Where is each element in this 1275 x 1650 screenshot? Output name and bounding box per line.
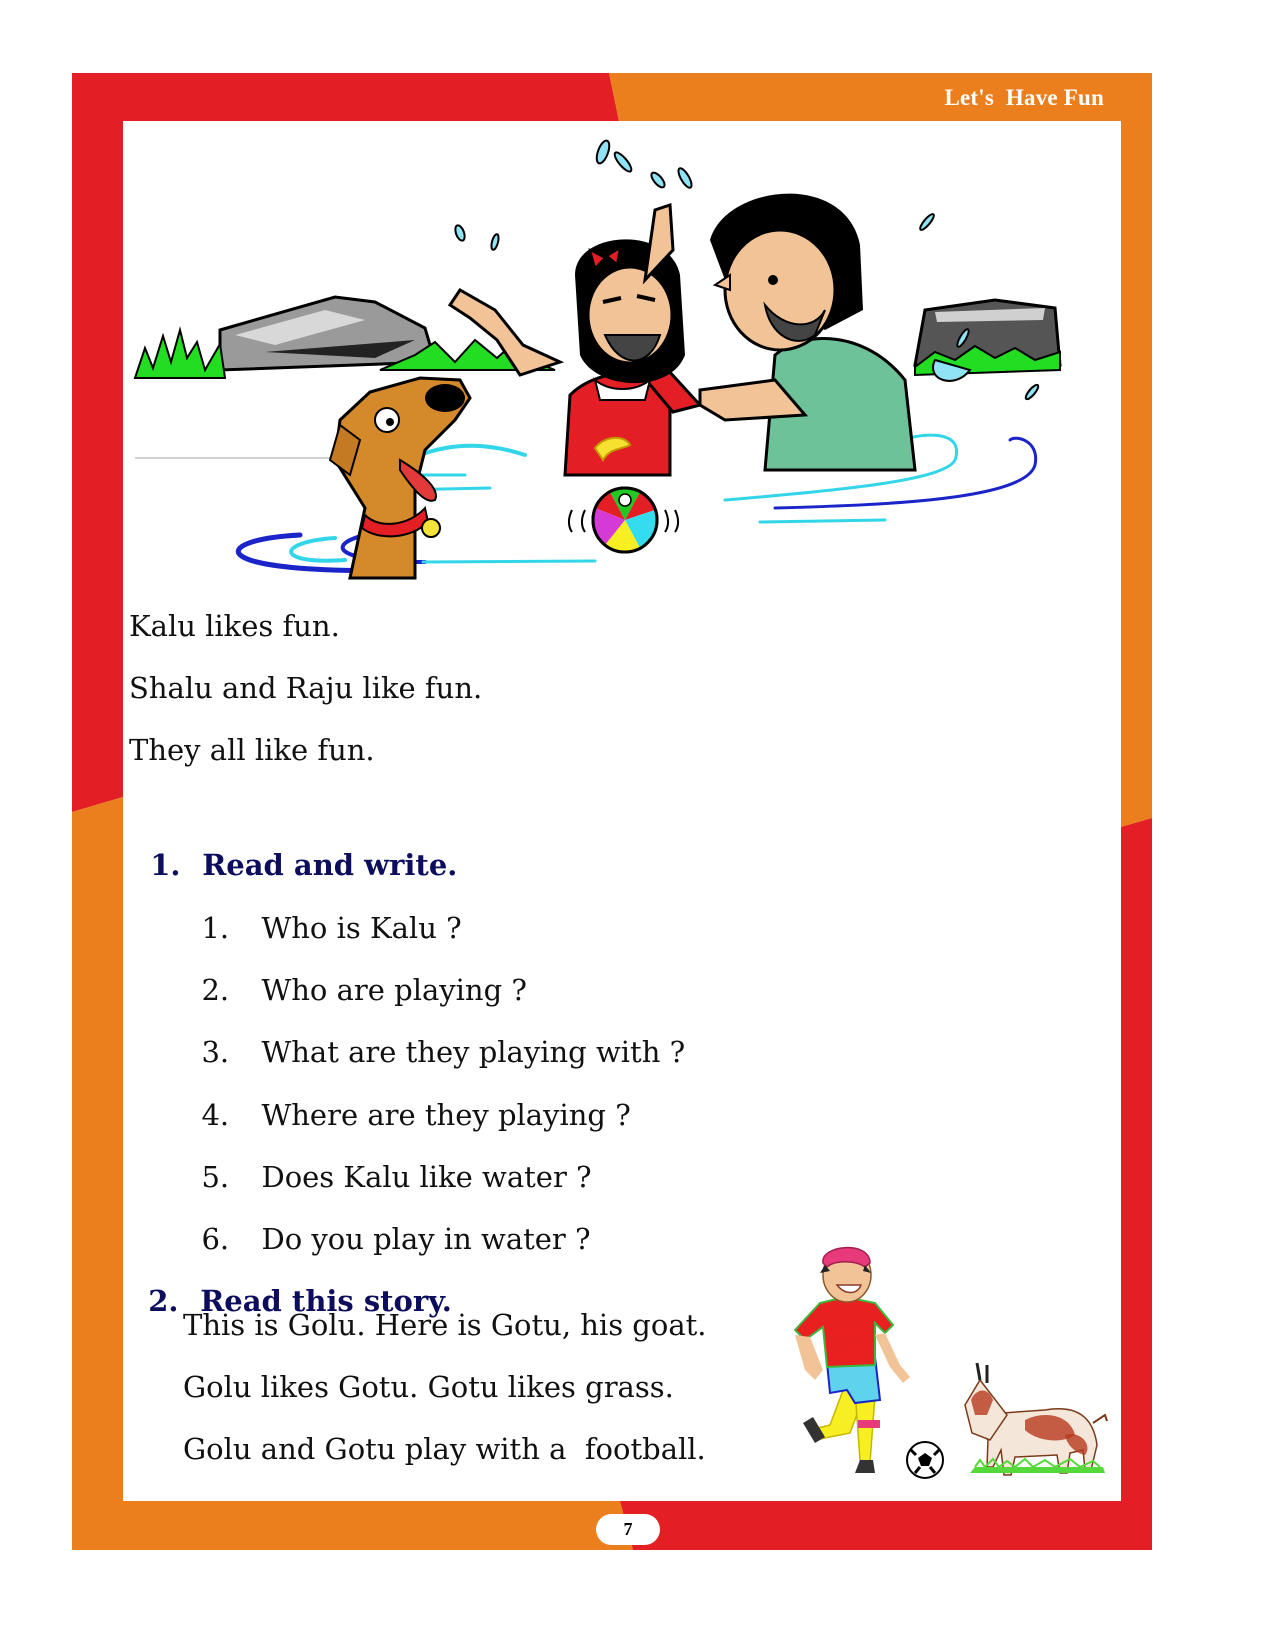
- question-item: 3. What are they playing with ?: [201, 1035, 686, 1069]
- chapter-title: Let's Have Fun: [944, 85, 1104, 110]
- frame-right-orange: [1121, 121, 1152, 827]
- question-item: 5. Does Kalu like water ?: [201, 1160, 592, 1194]
- intro-line-2: Shalu and Raju like fun.: [129, 671, 483, 705]
- story-line-3: Golu and Gotu play with a football.: [183, 1432, 706, 1466]
- football-icon: [907, 1442, 943, 1478]
- frame-left-red: [72, 121, 123, 812]
- intro-line-3: They all like fun.: [129, 733, 375, 767]
- frame-bottom-red: [620, 1501, 1152, 1550]
- beach-ball-icon: [569, 488, 678, 552]
- girl-shalu-icon: [450, 205, 700, 475]
- intro-line-1: Kalu likes fun.: [129, 609, 340, 643]
- section2-title: Read this story.: [200, 1284, 452, 1318]
- question-item: 4. Where are they playing ?: [201, 1098, 631, 1132]
- boy-raju-icon: [700, 194, 915, 470]
- story-line-2: Golu likes Gotu. Gotu likes grass.: [183, 1370, 674, 1404]
- section1-title: Read and write.: [202, 848, 458, 882]
- story-line-1: This is Golu. Here is Gotu, his goat.: [183, 1308, 707, 1342]
- question-item: 2. Who are playing ?: [201, 973, 527, 1007]
- frame-left-orange: [72, 797, 123, 1501]
- question-item: 1. Who is Kalu ?: [201, 911, 462, 945]
- golu-gotu-illustration: [775, 1205, 1115, 1480]
- question-item: 6. Do you play in water ?: [201, 1222, 591, 1256]
- section1-number: 1.: [150, 848, 181, 882]
- frame-top-red: [72, 73, 619, 121]
- frame-bottom-orange: [72, 1501, 633, 1550]
- rock-left-icon: [220, 297, 435, 370]
- frame-right-red: [1121, 818, 1152, 1501]
- water-play-illustration: [125, 130, 1115, 600]
- boy-golu-icon: [795, 1248, 910, 1473]
- section2-number: 2.: [148, 1284, 179, 1318]
- goat-gotu-icon: [965, 1363, 1107, 1475]
- dog-kalu-icon: [330, 378, 470, 578]
- page-number: 7: [596, 1514, 660, 1545]
